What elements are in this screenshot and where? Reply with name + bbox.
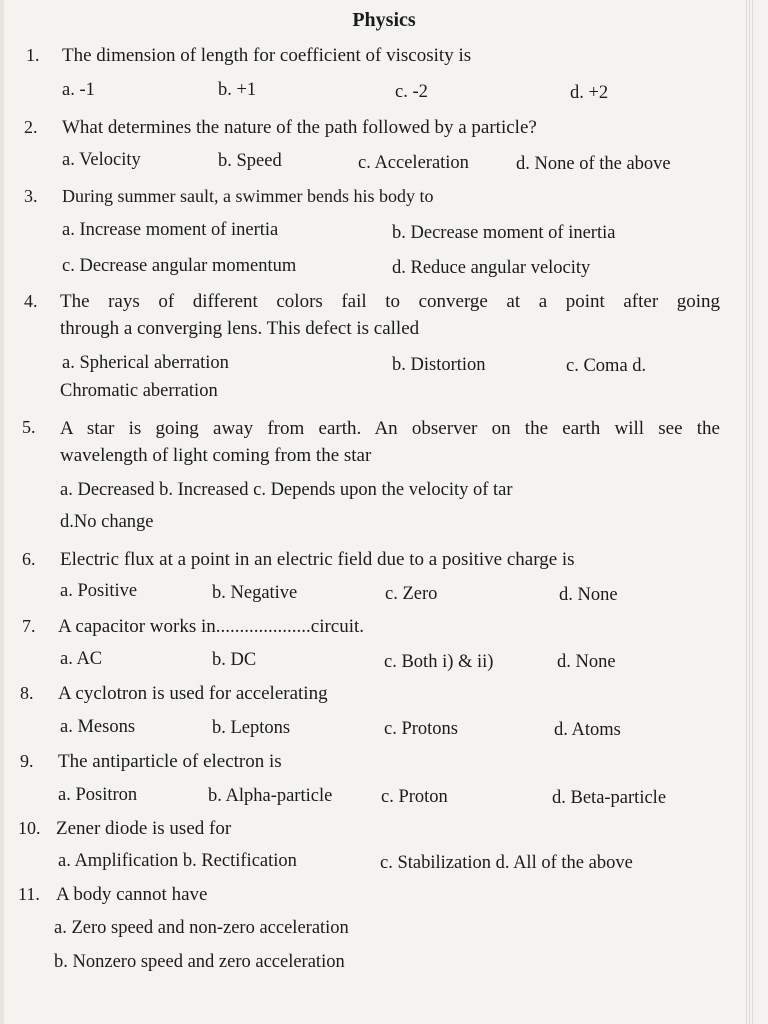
page-title: Physics: [352, 9, 416, 31]
option-b: b. +1: [218, 80, 257, 100]
question-text: The antiparticle of electron is: [58, 751, 282, 772]
question-number: 5.: [22, 417, 36, 437]
option-a: a. Velocity: [62, 150, 141, 170]
option-b: b. DC: [212, 650, 257, 670]
option-c: c. Protons: [384, 719, 458, 739]
option-b: b. Speed: [218, 151, 282, 171]
question-text: The dimension of length for coefficient of viscosity is: [62, 45, 472, 66]
question-text: During summer sault, a swimmer bends his body to: [62, 186, 434, 206]
option-d: d. Reduce angular velocity: [392, 258, 591, 278]
question-number: 2.: [24, 117, 38, 137]
question-number: 8.: [20, 683, 34, 703]
option-d: d. Beta-particle: [552, 788, 667, 808]
option-a: a. Mesons: [60, 717, 136, 737]
option-b: b. Distortion: [392, 355, 486, 375]
question-number: 10.: [18, 818, 41, 838]
question-text: Electric flux at a point in an electric field due to a positive charge is: [60, 549, 575, 570]
option-c: c. Decrease angular momentum: [62, 256, 297, 276]
option-c: c. Proton: [381, 787, 448, 807]
option-d: Chromatic aberration: [60, 381, 218, 401]
question-text-line2: wavelength of light coming from the star: [60, 445, 372, 466]
option-line: a. Amplification b. Rectification: [58, 851, 297, 871]
option-d: d. None: [557, 652, 616, 672]
option-b: b. Nonzero speed and zero acceleration: [54, 952, 345, 972]
option-a: a. -1: [62, 80, 95, 100]
option-a: a. Increase moment of inertia: [62, 220, 279, 240]
option-b: b. Leptons: [212, 718, 291, 738]
option-c: c. -2: [395, 82, 428, 102]
question-number: 4.: [24, 291, 38, 311]
option-d: d. None of the above: [516, 154, 671, 174]
question-text: A body cannot have: [56, 884, 208, 905]
option-a: a. AC: [60, 649, 103, 669]
option-b: b. Alpha-particle: [208, 786, 333, 806]
question-text: What determines the nature of the path followed by a particle?: [62, 117, 537, 138]
option-a: a. Spherical aberration: [62, 353, 229, 373]
option-a: a. Positive: [60, 581, 138, 601]
question-number: 1.: [26, 45, 40, 65]
option-d: d. Atoms: [554, 720, 621, 740]
option-d: d. +2: [570, 83, 609, 103]
question-text: A cyclotron is used for accelerating: [58, 683, 328, 704]
question-number: 6.: [22, 549, 36, 569]
option-a: a. Positron: [58, 785, 138, 805]
page-right-edge: [746, 0, 754, 1024]
option-c: c. Acceleration: [358, 153, 469, 173]
option-d: d. None: [559, 585, 618, 605]
option-line: c. Stabilization d. All of the above: [380, 853, 633, 873]
question-text-line2: through a converging lens. This defect is called: [60, 318, 420, 339]
question-text: A capacitor works in....................circuit.: [58, 616, 365, 637]
option-d: d.No change: [60, 512, 154, 532]
question-number: 9.: [20, 751, 34, 771]
page-left-edge: [0, 0, 4, 1024]
question-number: 3.: [24, 186, 38, 206]
question-text: Zener diode is used for: [56, 818, 232, 839]
option-b: b. Decrease moment of inertia: [392, 223, 616, 243]
option-line: a. Decreased b. Increased c. Depends upon the velocity of tar: [60, 480, 513, 500]
option-c: c. Both i) & ii): [384, 652, 494, 672]
question-number: 7.: [22, 616, 36, 636]
option-b: b. Negative: [212, 583, 298, 603]
option-a: a. Zero speed and non-zero acceleration: [54, 918, 349, 938]
option-c: c. Zero: [385, 584, 438, 604]
question-number: 11.: [18, 884, 40, 904]
option-c: c. Coma d.: [566, 356, 647, 376]
question-text-line1: The rays of different colors fail to converge at a point after going: [60, 291, 720, 312]
question-text-line1: A star is going away from earth. An observer on the earth will see the: [60, 418, 720, 439]
